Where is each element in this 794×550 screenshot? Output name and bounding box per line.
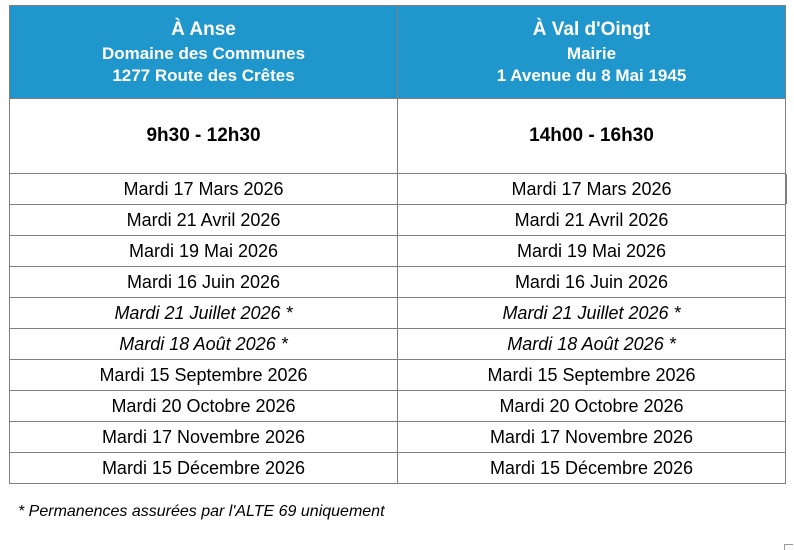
hours-row — [10, 99, 786, 174]
val-doingt-date-cell: Mardi 17 Novembre 2026 — [398, 422, 786, 453]
anse-date-cell: Mardi 15 Décembre 2026 — [10, 453, 398, 484]
header-row — [10, 6, 786, 99]
val-doingt-venue: Mairie — [566, 44, 617, 63]
anse-hours: 9h30 - 12h30 — [10, 99, 398, 174]
anse-date-cell: Mardi 16 Juin 2026 — [10, 267, 398, 298]
val-doingt-date-cell: Mardi 21 Avril 2026 — [398, 205, 786, 236]
anse-date-cell: Mardi 21 Avril 2026 — [10, 205, 398, 236]
anse-date-cell: Mardi 15 Septembre 2026 — [10, 360, 398, 391]
anse-date-cell: Mardi 19 Mai 2026 — [10, 236, 398, 267]
val-doingt-town: À Val d'Oingt — [532, 19, 651, 40]
anse-address: 1277 Route des Crêtes — [112, 66, 295, 85]
date-row — [10, 422, 786, 453]
anse-venue: Domaine des Communes — [101, 44, 306, 63]
date-row — [10, 205, 786, 236]
date-row — [10, 298, 786, 329]
anse-town: À Anse — [171, 19, 236, 40]
val-doingt-date-cell: Mardi 15 Décembre 2026 — [398, 453, 786, 484]
date-row — [10, 174, 786, 205]
footnote: * Permanences assurées par l'ALTE 69 uniquement — [18, 503, 385, 520]
date-row — [10, 236, 786, 267]
date-row — [10, 453, 786, 484]
anse-date-cell: Mardi 18 Août 2026 * — [10, 329, 398, 360]
val-doingt-date-cell: Mardi 17 Mars 2026 — [398, 174, 786, 205]
date-row — [10, 391, 786, 422]
val-doingt-header — [398, 6, 786, 99]
schedule-table — [9, 5, 786, 484]
date-row — [10, 329, 786, 360]
date-row — [10, 360, 786, 391]
val-doingt-date-cell: Mardi 15 Septembre 2026 — [398, 360, 786, 391]
page-corner-mark — [784, 544, 793, 550]
val-doingt-hours: 14h00 - 16h30 — [398, 99, 786, 174]
anse-date-cell: Mardi 21 Juillet 2026 * — [10, 298, 398, 329]
table-edge-mark — [786, 174, 787, 204]
anse-date-cell: Mardi 17 Mars 2026 — [10, 174, 398, 205]
date-rows — [10, 174, 786, 484]
val-doingt-date-cell: Mardi 20 Octobre 2026 — [398, 391, 786, 422]
anse-date-cell: Mardi 20 Octobre 2026 — [10, 391, 398, 422]
date-row — [10, 267, 786, 298]
val-doingt-date-cell: Mardi 19 Mai 2026 — [398, 236, 786, 267]
anse-date-cell: Mardi 17 Novembre 2026 — [10, 422, 398, 453]
val-doingt-date-cell: Mardi 18 Août 2026 * — [398, 329, 786, 360]
val-doingt-date-cell: Mardi 21 Juillet 2026 * — [398, 298, 786, 329]
anse-header — [10, 6, 398, 99]
val-doingt-date-cell: Mardi 16 Juin 2026 — [398, 267, 786, 298]
val-doingt-address: 1 Avenue du 8 Mai 1945 — [496, 66, 687, 85]
